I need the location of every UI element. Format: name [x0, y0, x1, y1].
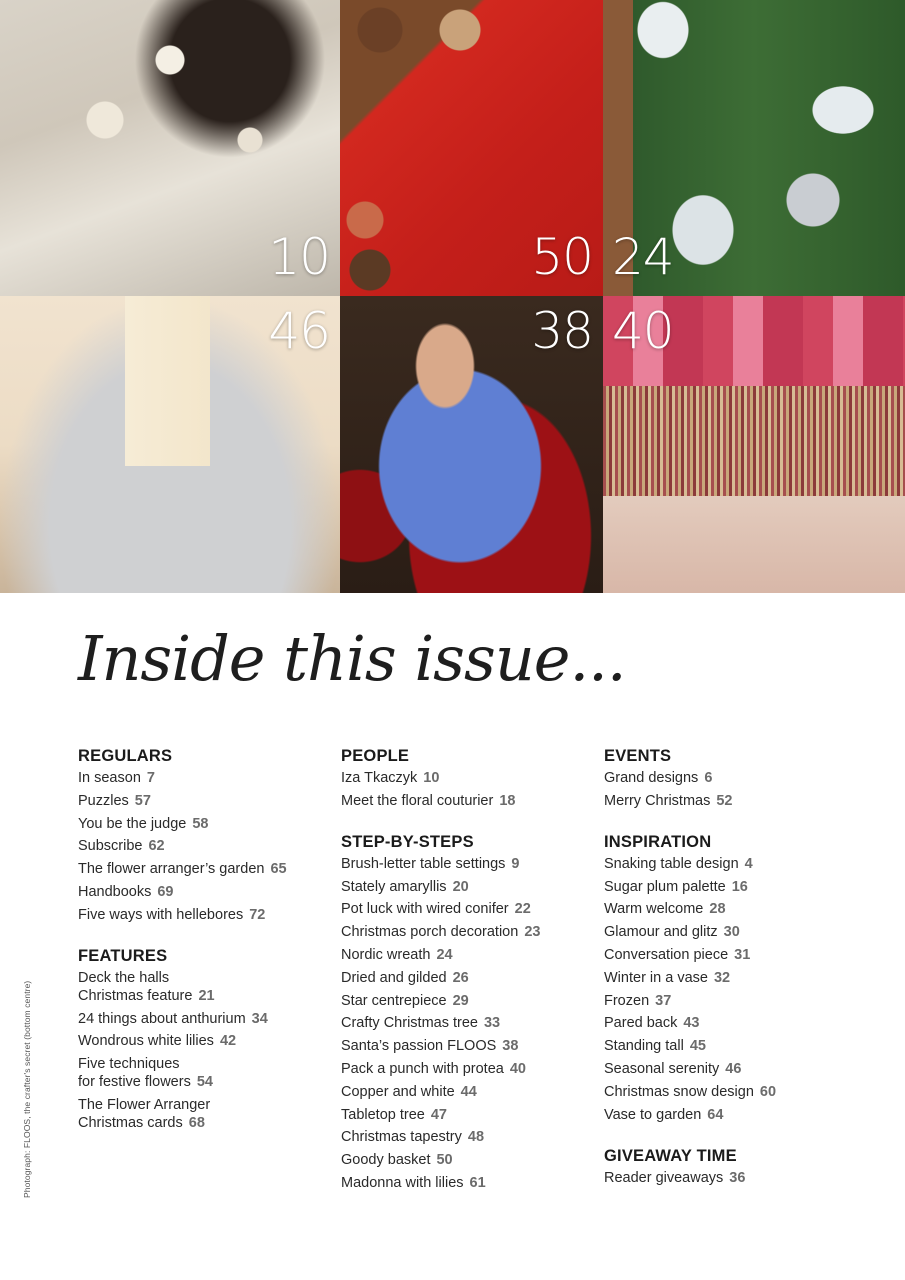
item-label: Puzzles [78, 792, 129, 809]
section-people [341, 745, 601, 810]
contents-item[interactable] [604, 1060, 864, 1078]
item-label: Santa’s passion FLOOS [341, 1038, 497, 1055]
contents-column-1 [78, 745, 338, 1137]
page-number: 22 [514, 901, 531, 918]
page-number: 54 [196, 1074, 213, 1091]
page-number-badge: 24 [612, 228, 674, 286]
photo-tile-goody-basket[interactable] [340, 0, 603, 296]
item-label: Madonna with lilies [341, 1174, 464, 1191]
photo-tile-wreath[interactable] [0, 0, 340, 296]
page-number: 21 [198, 987, 215, 1004]
item-label: Pared back [604, 1015, 678, 1032]
item-label: Tabletop tree [341, 1106, 425, 1123]
page-number: 36 [729, 1169, 746, 1186]
contents-item[interactable] [341, 1060, 601, 1078]
contents-item[interactable] [341, 1083, 601, 1101]
page-number: 64 [707, 1106, 724, 1123]
section-heading: GIVEAWAY TIME [604, 1146, 737, 1165]
page-number: 60 [759, 1083, 777, 1100]
page-number: 16 [731, 878, 748, 895]
page-number: 20 [452, 878, 469, 895]
contents-item[interactable] [604, 923, 864, 941]
page-number: 33 [483, 1015, 501, 1032]
item-label: Iza Tkaczyk [341, 770, 418, 786]
contents-item[interactable] [341, 878, 601, 896]
item-label: The flower arranger’s garden [78, 861, 265, 878]
page-number: 31 [734, 946, 751, 963]
item-label: Christmas snow design [604, 1083, 754, 1100]
page-number: 18 [499, 792, 516, 809]
item-label-line2: for festive flowers [78, 1074, 191, 1091]
item-label: Snaking table design [604, 855, 739, 872]
item-label: Warm welcome [604, 901, 704, 918]
contents-item[interactable] [604, 769, 864, 787]
item-label: Five ways with hellebores [78, 906, 244, 923]
page-number-badge: 50 [531, 228, 593, 286]
contents-item[interactable] [604, 855, 864, 873]
photo-credit: Photograph: FLOOS, the crafter's secret (bottom centre) [22, 980, 32, 1198]
page-number: 72 [249, 906, 266, 923]
item-label: Vase to garden [604, 1106, 702, 1123]
contents-item[interactable] [341, 923, 601, 941]
page-number: 40 [509, 1060, 526, 1077]
contents-item[interactable] [604, 1083, 864, 1101]
item-label-line2: Christmas feature [78, 987, 193, 1004]
item-label: Glamour and glitz [604, 924, 718, 941]
contents-item[interactable] [341, 1151, 601, 1169]
item-label: Pack a punch with protea [341, 1060, 504, 1077]
contents-item[interactable] [604, 792, 864, 810]
page-number-badge: 38 [531, 302, 593, 360]
page-number: 46 [725, 1060, 742, 1077]
page-number: 26 [452, 969, 469, 986]
page-number: 47 [430, 1106, 447, 1123]
item-label: Grand designs [604, 770, 699, 786]
item-label: Copper and white [341, 1083, 455, 1100]
page-number: 34 [251, 1010, 268, 1027]
contents-item[interactable] [78, 1096, 338, 1132]
item-label: Conversation piece [604, 946, 729, 963]
page-number: 62 [148, 838, 165, 855]
page-number: 4 [744, 855, 753, 872]
item-label: Star centrepiece [341, 992, 447, 1009]
item-label: Deck the halls [78, 969, 170, 986]
contents-item[interactable] [604, 1169, 864, 1187]
photo-tile-florist[interactable] [340, 296, 603, 593]
section-inspiration [604, 831, 864, 1124]
section-heading: STEP-BY-STEPS [341, 832, 474, 851]
contents-item[interactable] [341, 792, 601, 810]
page-number: 37 [655, 992, 672, 1009]
page-number: 38 [502, 1038, 519, 1055]
contents-item[interactable] [604, 900, 864, 918]
contents-item[interactable] [341, 1014, 601, 1032]
contents-item[interactable] [341, 1106, 601, 1124]
page-number: 43 [683, 1015, 700, 1032]
contents-item[interactable] [341, 1128, 601, 1146]
item-label: Reader giveaways [604, 1169, 724, 1186]
contents-item[interactable] [604, 1037, 864, 1055]
page-number: 69 [157, 883, 174, 900]
page-number: 50 [436, 1152, 453, 1169]
page-number: 52 [716, 792, 733, 809]
contents-item[interactable] [341, 855, 601, 873]
contents-item[interactable] [341, 769, 601, 787]
page-number: 68 [188, 1114, 205, 1131]
page-number: 30 [723, 924, 740, 941]
contents-item[interactable] [78, 792, 338, 810]
contents-item[interactable] [78, 1032, 338, 1050]
item-label: The Flower Arranger [78, 1096, 211, 1113]
item-label: Dried and gilded [341, 969, 447, 986]
section-heading: PEOPLE [341, 747, 410, 765]
page-number: 45 [689, 1038, 706, 1055]
page-number: 32 [713, 969, 731, 986]
contents-item[interactable] [341, 992, 601, 1010]
page-number-badge: 10 [268, 228, 330, 286]
section-step-by-steps [341, 831, 601, 1192]
page-number: 6 [704, 770, 713, 786]
item-label: Crafty Christmas tree [341, 1015, 478, 1032]
page-number: 65 [270, 861, 287, 878]
item-label: Stately amaryllis [341, 878, 447, 895]
item-label: In season [78, 770, 141, 786]
contents-item[interactable] [78, 860, 338, 878]
contents-item[interactable] [78, 837, 338, 855]
photo-tile-candle[interactable] [0, 296, 340, 593]
contents-item[interactable] [604, 946, 864, 964]
contents-item[interactable] [78, 883, 338, 901]
contents-item[interactable] [78, 815, 338, 833]
contents-item[interactable] [341, 946, 601, 964]
item-label: Five techniques [78, 1056, 180, 1073]
page-number-badge: 46 [268, 302, 330, 360]
page-number: 24 [436, 946, 453, 963]
contents-item[interactable] [604, 992, 864, 1010]
section-heading: INSPIRATION [604, 832, 712, 851]
contents-item[interactable] [341, 900, 601, 918]
contents-item[interactable] [604, 878, 864, 896]
contents-item[interactable] [78, 769, 338, 787]
photo-tile-nordic-wreath[interactable] [603, 0, 905, 296]
item-label: 24 things about anthurium [78, 1010, 246, 1027]
contents-item[interactable] [341, 1174, 601, 1192]
item-label: Winter in a vase [604, 969, 708, 986]
page-number: 28 [709, 901, 726, 918]
page-number: 23 [524, 924, 541, 941]
contents-item[interactable] [78, 1055, 338, 1091]
page-number: 9 [511, 855, 520, 872]
contents-item[interactable] [604, 969, 864, 987]
item-label: Merry Christmas [604, 792, 711, 809]
item-label: Pot luck with wired conifer [341, 901, 509, 918]
page-number: 44 [460, 1083, 477, 1100]
item-label: Christmas porch decoration [341, 924, 519, 941]
page-number: 42 [219, 1033, 237, 1050]
section-events [604, 745, 864, 810]
page-number: 29 [452, 992, 469, 1009]
section-giveaway-time [604, 1145, 864, 1187]
section-heading: EVENTS [604, 747, 672, 765]
item-label: Frozen [604, 992, 650, 1009]
item-label: Wondrous white lilies [78, 1033, 214, 1050]
section-regulars [78, 745, 338, 924]
page-number: 7 [146, 770, 155, 786]
item-label: Goody basket [341, 1152, 431, 1169]
item-label: Handbooks [78, 883, 152, 900]
item-label-line2: Christmas cards [78, 1114, 183, 1131]
item-label: Meet the floral couturier [341, 792, 494, 809]
item-label: Seasonal serenity [604, 1060, 720, 1077]
contents-item[interactable] [604, 1014, 864, 1032]
contents-item[interactable] [341, 1037, 601, 1055]
contents-item[interactable] [341, 969, 601, 987]
item-label: Christmas tapestry [341, 1129, 462, 1146]
page-number: 61 [469, 1174, 486, 1191]
item-label: Sugar plum palette [604, 878, 726, 895]
section-heading: FEATURES [78, 946, 168, 965]
contents-column-2 [341, 745, 601, 1197]
item-label: Standing tall [604, 1038, 684, 1055]
page-number: 58 [192, 815, 209, 832]
page-number: 10 [423, 770, 440, 786]
item-label: You be the judge [78, 815, 187, 832]
contents-column-3 [604, 745, 864, 1191]
photo-grid [0, 0, 905, 593]
item-label: Nordic wreath [341, 946, 431, 963]
page-number-badge: 40 [612, 302, 674, 360]
contents-item[interactable] [78, 1010, 338, 1028]
contents-item[interactable] [604, 1106, 864, 1124]
contents-item[interactable] [78, 969, 338, 1005]
page-number: 48 [467, 1129, 485, 1146]
item-label: Brush-letter table settings [341, 855, 506, 872]
section-features [78, 945, 338, 1132]
contents-item[interactable] [78, 906, 338, 924]
item-label: Subscribe [78, 838, 143, 855]
photo-tile-protea[interactable] [603, 296, 905, 593]
page-number: 57 [134, 792, 151, 809]
page-title: Inside this issue... [78, 622, 626, 695]
section-heading: REGULARS [78, 747, 173, 765]
